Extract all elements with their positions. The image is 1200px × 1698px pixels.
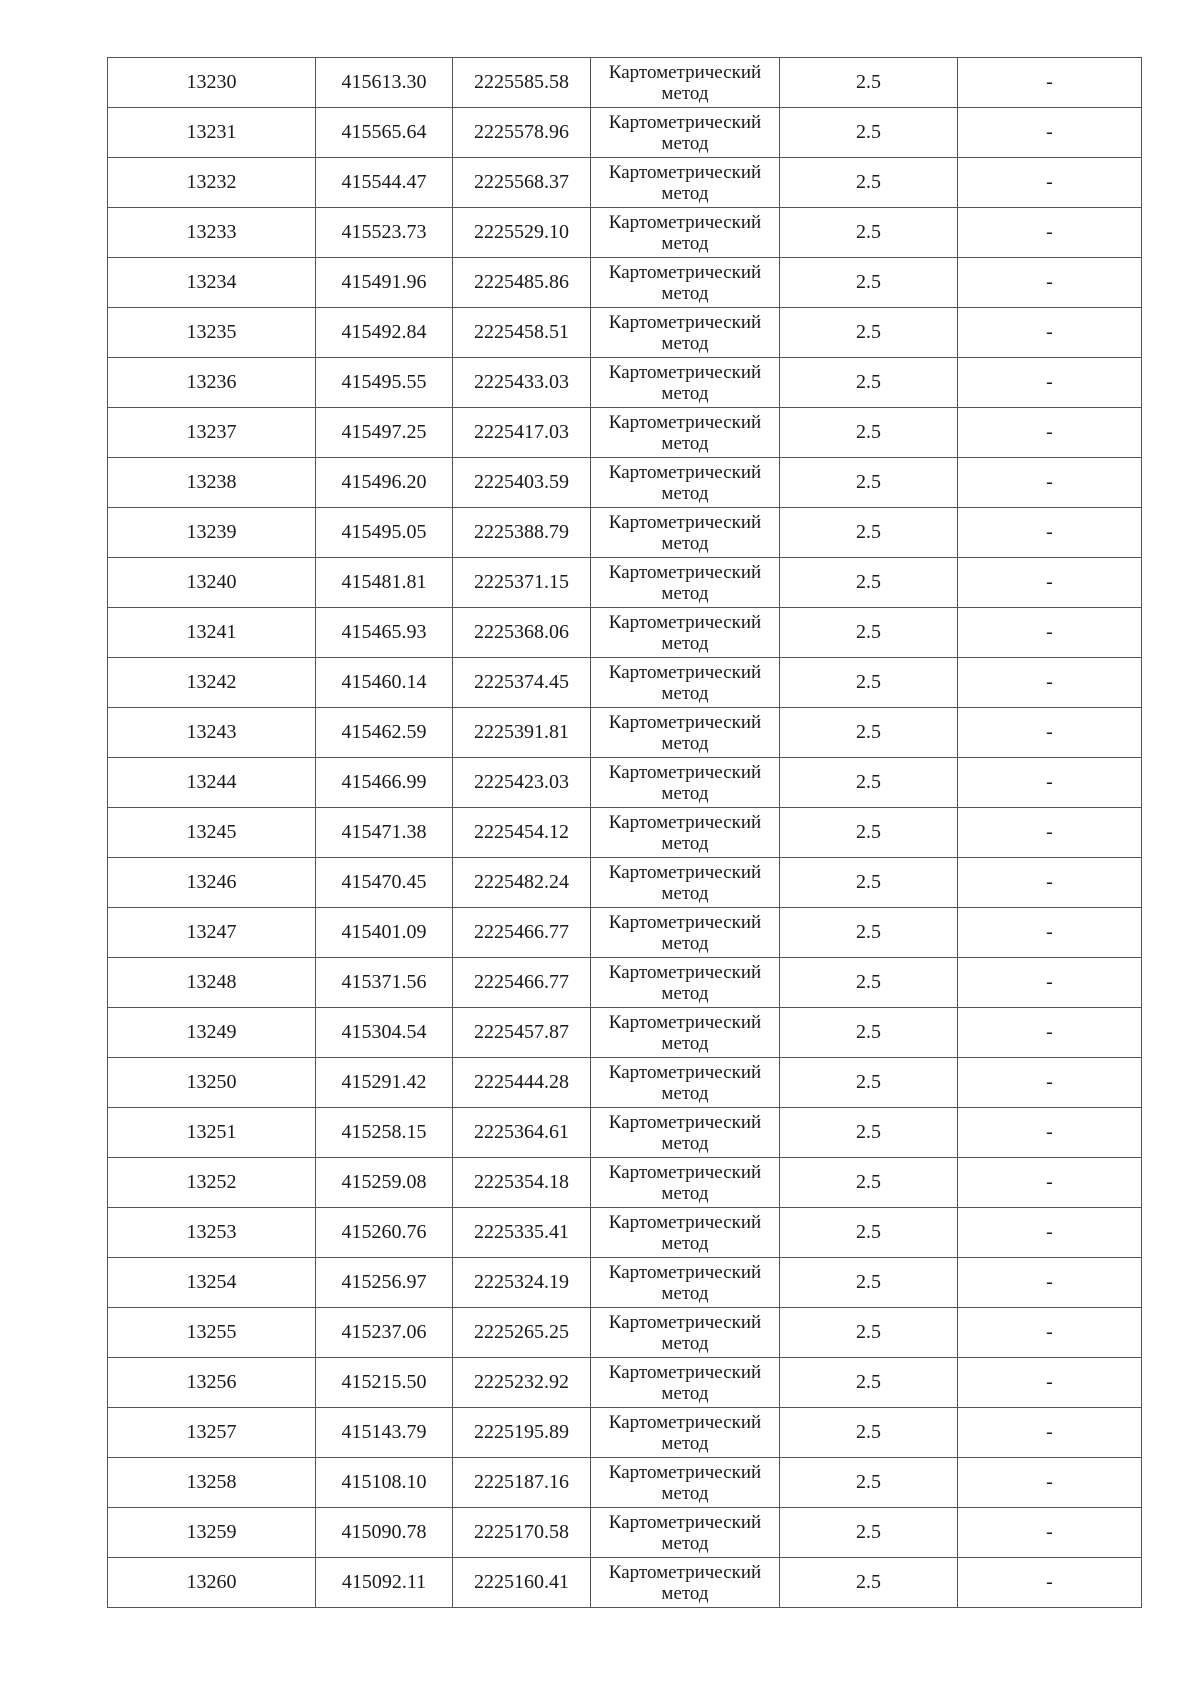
method-cell: Картометрический метод (591, 1508, 780, 1558)
accuracy-cell: 2.5 (780, 1158, 958, 1208)
note-cell: - (958, 1558, 1142, 1608)
x-coordinate-cell: 415523.73 (316, 208, 453, 258)
table-row (108, 1008, 1142, 1058)
note-cell: - (958, 908, 1142, 958)
point-number-cell: 13239 (108, 508, 316, 558)
y-coordinate-cell: 2225368.06 (453, 608, 591, 658)
coordinates-table (107, 57, 1142, 1608)
note-cell: - (958, 1108, 1142, 1158)
table-row (108, 1308, 1142, 1358)
accuracy-cell: 2.5 (780, 958, 958, 1008)
note-cell: - (958, 458, 1142, 508)
point-number-cell: 13252 (108, 1158, 316, 1208)
x-coordinate-cell: 415465.93 (316, 608, 453, 658)
note-cell: - (958, 758, 1142, 808)
x-coordinate-cell: 415613.30 (316, 58, 453, 108)
x-coordinate-cell: 415259.08 (316, 1158, 453, 1208)
note-cell: - (958, 1458, 1142, 1508)
method-cell: Картометрический метод (591, 1258, 780, 1308)
x-coordinate-cell: 415256.97 (316, 1258, 453, 1308)
method-cell: Картометрический метод (591, 408, 780, 458)
note-cell: - (958, 1408, 1142, 1458)
accuracy-cell: 2.5 (780, 1558, 958, 1608)
y-coordinate-cell: 2225466.77 (453, 958, 591, 1008)
note-cell: - (958, 108, 1142, 158)
point-number-cell: 13256 (108, 1358, 316, 1408)
note-cell: - (958, 58, 1142, 108)
table-row (108, 158, 1142, 208)
method-cell: Картометрический метод (591, 908, 780, 958)
accuracy-cell: 2.5 (780, 858, 958, 908)
y-coordinate-cell: 2225265.25 (453, 1308, 591, 1358)
y-coordinate-cell: 2225485.86 (453, 258, 591, 308)
accuracy-cell: 2.5 (780, 258, 958, 308)
x-coordinate-cell: 415497.25 (316, 408, 453, 458)
table-row (108, 1408, 1142, 1458)
y-coordinate-cell: 2225403.59 (453, 458, 591, 508)
accuracy-cell: 2.5 (780, 608, 958, 658)
method-cell: Картометрический метод (591, 1358, 780, 1408)
y-coordinate-cell: 2225578.96 (453, 108, 591, 158)
point-number-cell: 13260 (108, 1558, 316, 1608)
point-number-cell: 13259 (108, 1508, 316, 1558)
x-coordinate-cell: 415495.05 (316, 508, 453, 558)
accuracy-cell: 2.5 (780, 1458, 958, 1508)
x-coordinate-cell: 415496.20 (316, 458, 453, 508)
y-coordinate-cell: 2225371.15 (453, 558, 591, 608)
accuracy-cell: 2.5 (780, 1408, 958, 1458)
accuracy-cell: 2.5 (780, 358, 958, 408)
method-cell: Картометрический метод (591, 1308, 780, 1358)
method-cell: Картометрический метод (591, 158, 780, 208)
note-cell: - (958, 1158, 1142, 1208)
table-row (108, 408, 1142, 458)
accuracy-cell: 2.5 (780, 658, 958, 708)
accuracy-cell: 2.5 (780, 108, 958, 158)
accuracy-cell: 2.5 (780, 308, 958, 358)
accuracy-cell: 2.5 (780, 1308, 958, 1358)
accuracy-cell: 2.5 (780, 58, 958, 108)
note-cell: - (958, 508, 1142, 558)
method-cell: Картометрический метод (591, 358, 780, 408)
accuracy-cell: 2.5 (780, 758, 958, 808)
x-coordinate-cell: 415491.96 (316, 258, 453, 308)
method-cell: Картометрический метод (591, 1458, 780, 1508)
table-row (108, 1058, 1142, 1108)
accuracy-cell: 2.5 (780, 708, 958, 758)
method-cell: Картометрический метод (591, 858, 780, 908)
note-cell: - (958, 358, 1142, 408)
y-coordinate-cell: 2225423.03 (453, 758, 591, 808)
note-cell: - (958, 558, 1142, 608)
point-number-cell: 13246 (108, 858, 316, 908)
x-coordinate-cell: 415237.06 (316, 1308, 453, 1358)
y-coordinate-cell: 2225170.58 (453, 1508, 591, 1558)
x-coordinate-cell: 415092.11 (316, 1558, 453, 1608)
x-coordinate-cell: 415495.55 (316, 358, 453, 408)
table-row (108, 758, 1142, 808)
method-cell: Картометрический метод (591, 808, 780, 858)
accuracy-cell: 2.5 (780, 458, 958, 508)
accuracy-cell: 2.5 (780, 1058, 958, 1108)
method-cell: Картометрический метод (591, 958, 780, 1008)
y-coordinate-cell: 2225444.28 (453, 1058, 591, 1108)
point-number-cell: 13249 (108, 1008, 316, 1058)
note-cell: - (958, 958, 1142, 1008)
method-cell: Картометрический метод (591, 658, 780, 708)
method-cell: Картометрический метод (591, 608, 780, 658)
point-number-cell: 13250 (108, 1058, 316, 1108)
note-cell: - (958, 1258, 1142, 1308)
x-coordinate-cell: 415258.15 (316, 1108, 453, 1158)
x-coordinate-cell: 415291.42 (316, 1058, 453, 1108)
table-row (108, 108, 1142, 158)
method-cell: Картометрический метод (591, 558, 780, 608)
point-number-cell: 13251 (108, 1108, 316, 1158)
x-coordinate-cell: 415108.10 (316, 1458, 453, 1508)
x-coordinate-cell: 415260.76 (316, 1208, 453, 1258)
accuracy-cell: 2.5 (780, 1208, 958, 1258)
point-number-cell: 13245 (108, 808, 316, 858)
point-number-cell: 13232 (108, 158, 316, 208)
table-row (108, 1358, 1142, 1408)
point-number-cell: 13255 (108, 1308, 316, 1358)
x-coordinate-cell: 415143.79 (316, 1408, 453, 1458)
note-cell: - (958, 1508, 1142, 1558)
accuracy-cell: 2.5 (780, 808, 958, 858)
table-row (108, 708, 1142, 758)
point-number-cell: 13258 (108, 1458, 316, 1508)
method-cell: Картометрический метод (591, 1158, 780, 1208)
method-cell: Картометрический метод (591, 1008, 780, 1058)
y-coordinate-cell: 2225374.45 (453, 658, 591, 708)
method-cell: Картометрический метод (591, 508, 780, 558)
accuracy-cell: 2.5 (780, 1008, 958, 1058)
x-coordinate-cell: 415462.59 (316, 708, 453, 758)
y-coordinate-cell: 2225354.18 (453, 1158, 591, 1208)
point-number-cell: 13235 (108, 308, 316, 358)
y-coordinate-cell: 2225466.77 (453, 908, 591, 958)
x-coordinate-cell: 415401.09 (316, 908, 453, 958)
note-cell: - (958, 1008, 1142, 1058)
x-coordinate-cell: 415466.99 (316, 758, 453, 808)
method-cell: Картометрический метод (591, 108, 780, 158)
note-cell: - (958, 208, 1142, 258)
coordinates-table-body (108, 58, 1142, 1608)
point-number-cell: 13236 (108, 358, 316, 408)
table-row (108, 458, 1142, 508)
accuracy-cell: 2.5 (780, 908, 958, 958)
y-coordinate-cell: 2225187.16 (453, 1458, 591, 1508)
method-cell: Картометрический метод (591, 258, 780, 308)
y-coordinate-cell: 2225529.10 (453, 208, 591, 258)
method-cell: Картометрический метод (591, 458, 780, 508)
table-row (108, 1208, 1142, 1258)
method-cell: Картометрический метод (591, 1558, 780, 1608)
y-coordinate-cell: 2225417.03 (453, 408, 591, 458)
method-cell: Картометрический метод (591, 1408, 780, 1458)
point-number-cell: 13241 (108, 608, 316, 658)
table-row (108, 1108, 1142, 1158)
accuracy-cell: 2.5 (780, 208, 958, 258)
x-coordinate-cell: 415090.78 (316, 1508, 453, 1558)
point-number-cell: 13231 (108, 108, 316, 158)
note-cell: - (958, 608, 1142, 658)
x-coordinate-cell: 415304.54 (316, 1008, 453, 1058)
method-cell: Картометрический метод (591, 758, 780, 808)
note-cell: - (958, 808, 1142, 858)
x-coordinate-cell: 415371.56 (316, 958, 453, 1008)
table-row (108, 58, 1142, 108)
x-coordinate-cell: 415460.14 (316, 658, 453, 708)
point-number-cell: 13240 (108, 558, 316, 608)
x-coordinate-cell: 415565.64 (316, 108, 453, 158)
method-cell: Картометрический метод (591, 58, 780, 108)
method-cell: Картометрический метод (591, 308, 780, 358)
point-number-cell: 13237 (108, 408, 316, 458)
point-number-cell: 13254 (108, 1258, 316, 1308)
method-cell: Картометрический метод (591, 1058, 780, 1108)
table-row (108, 1458, 1142, 1508)
x-coordinate-cell: 415492.84 (316, 308, 453, 358)
note-cell: - (958, 1208, 1142, 1258)
table-row (108, 1158, 1142, 1208)
note-cell: - (958, 708, 1142, 758)
table-row (108, 358, 1142, 408)
point-number-cell: 13248 (108, 958, 316, 1008)
table-row (108, 258, 1142, 308)
point-number-cell: 13234 (108, 258, 316, 308)
point-number-cell: 13238 (108, 458, 316, 508)
accuracy-cell: 2.5 (780, 1358, 958, 1408)
method-cell: Картометрический метод (591, 1108, 780, 1158)
accuracy-cell: 2.5 (780, 558, 958, 608)
accuracy-cell: 2.5 (780, 1108, 958, 1158)
point-number-cell: 13233 (108, 208, 316, 258)
y-coordinate-cell: 2225391.81 (453, 708, 591, 758)
point-number-cell: 13253 (108, 1208, 316, 1258)
y-coordinate-cell: 2225160.41 (453, 1558, 591, 1608)
note-cell: - (958, 1358, 1142, 1408)
point-number-cell: 13257 (108, 1408, 316, 1458)
note-cell: - (958, 158, 1142, 208)
y-coordinate-cell: 2225454.12 (453, 808, 591, 858)
y-coordinate-cell: 2225335.41 (453, 1208, 591, 1258)
y-coordinate-cell: 2225458.51 (453, 308, 591, 358)
table-row (108, 608, 1142, 658)
table-row (108, 208, 1142, 258)
point-number-cell: 13247 (108, 908, 316, 958)
note-cell: - (958, 1058, 1142, 1108)
note-cell: - (958, 258, 1142, 308)
y-coordinate-cell: 2225568.37 (453, 158, 591, 208)
point-number-cell: 13243 (108, 708, 316, 758)
accuracy-cell: 2.5 (780, 508, 958, 558)
x-coordinate-cell: 415544.47 (316, 158, 453, 208)
accuracy-cell: 2.5 (780, 408, 958, 458)
y-coordinate-cell: 2225388.79 (453, 508, 591, 558)
table-row (108, 1508, 1142, 1558)
table-row (108, 508, 1142, 558)
accuracy-cell: 2.5 (780, 1258, 958, 1308)
y-coordinate-cell: 2225324.19 (453, 1258, 591, 1308)
accuracy-cell: 2.5 (780, 1508, 958, 1558)
table-row (108, 858, 1142, 908)
method-cell: Картометрический метод (591, 208, 780, 258)
y-coordinate-cell: 2225232.92 (453, 1358, 591, 1408)
point-number-cell: 13244 (108, 758, 316, 808)
x-coordinate-cell: 415481.81 (316, 558, 453, 608)
accuracy-cell: 2.5 (780, 158, 958, 208)
table-row (108, 658, 1142, 708)
y-coordinate-cell: 2225195.89 (453, 1408, 591, 1458)
note-cell: - (958, 308, 1142, 358)
x-coordinate-cell: 415215.50 (316, 1358, 453, 1408)
table-row (108, 1558, 1142, 1608)
point-number-cell: 13242 (108, 658, 316, 708)
note-cell: - (958, 408, 1142, 458)
y-coordinate-cell: 2225585.58 (453, 58, 591, 108)
y-coordinate-cell: 2225457.87 (453, 1008, 591, 1058)
note-cell: - (958, 658, 1142, 708)
table-row (108, 558, 1142, 608)
y-coordinate-cell: 2225433.03 (453, 358, 591, 408)
table-row (108, 908, 1142, 958)
note-cell: - (958, 1308, 1142, 1358)
y-coordinate-cell: 2225364.61 (453, 1108, 591, 1158)
x-coordinate-cell: 415470.45 (316, 858, 453, 908)
table-row (108, 1258, 1142, 1308)
method-cell: Картометрический метод (591, 708, 780, 758)
note-cell: - (958, 858, 1142, 908)
table-row (108, 308, 1142, 358)
point-number-cell: 13230 (108, 58, 316, 108)
table-row (108, 958, 1142, 1008)
table-row (108, 808, 1142, 858)
y-coordinate-cell: 2225482.24 (453, 858, 591, 908)
x-coordinate-cell: 415471.38 (316, 808, 453, 858)
method-cell: Картометрический метод (591, 1208, 780, 1258)
